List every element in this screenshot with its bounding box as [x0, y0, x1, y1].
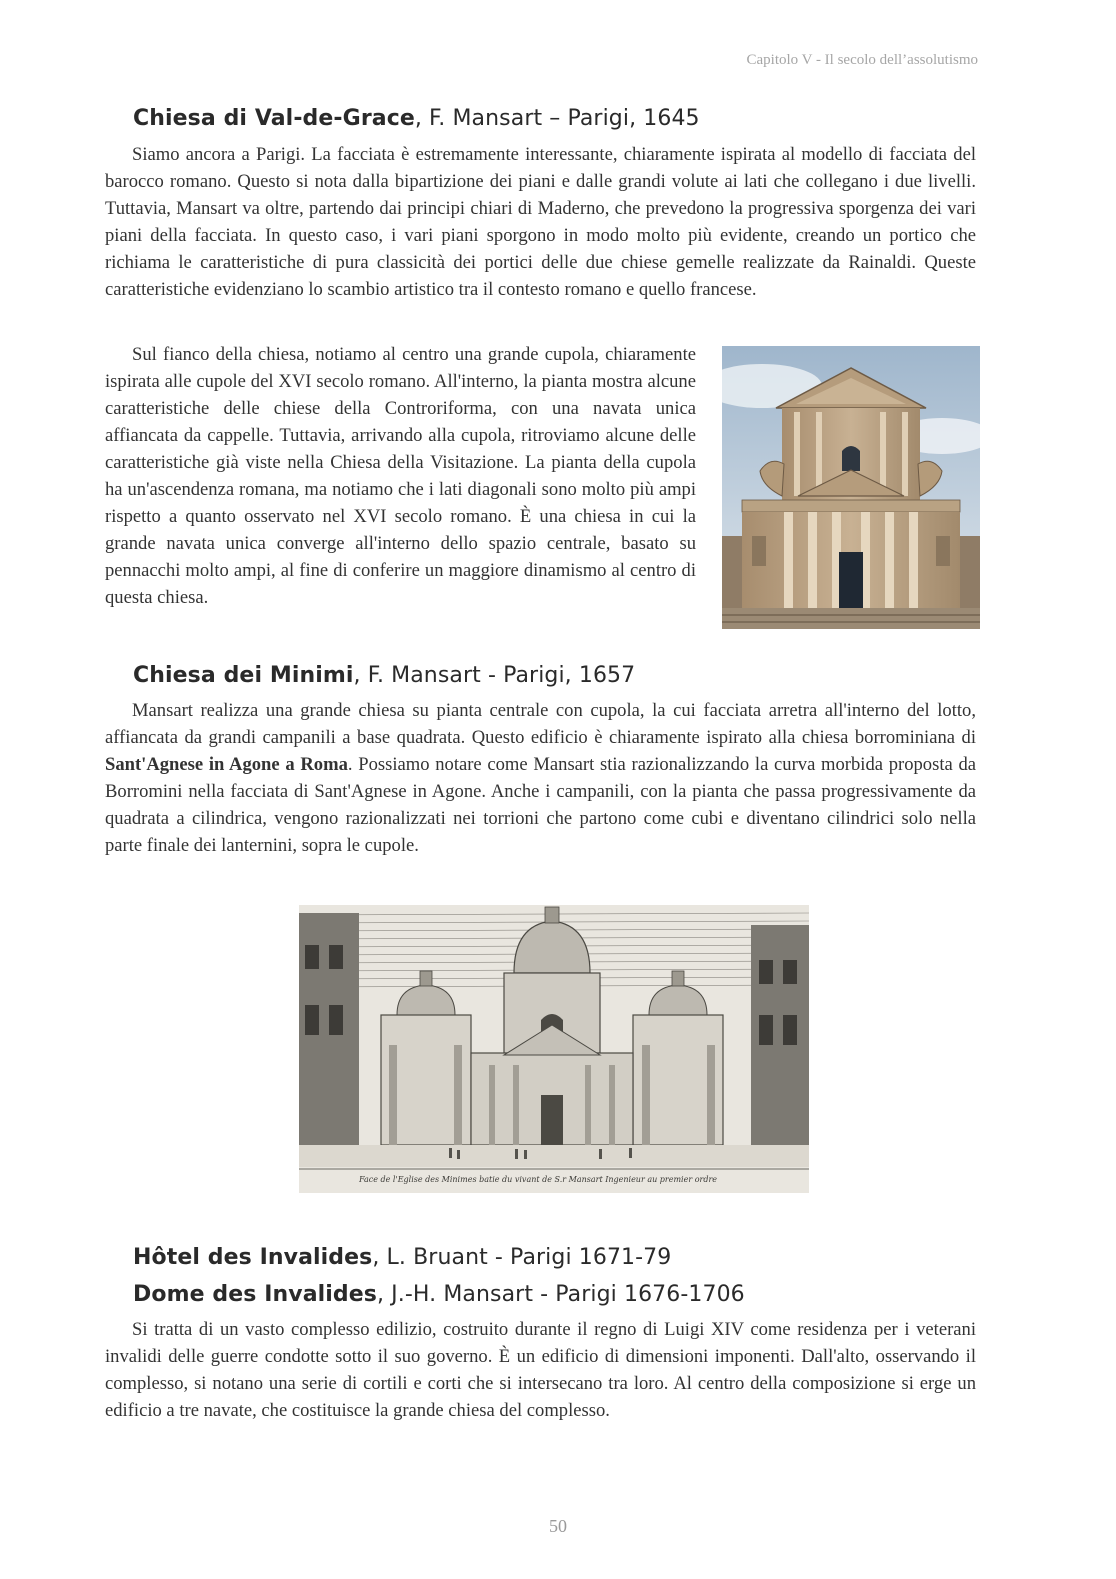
title-meta: , J.-H. Mansart - Parigi 1676-1706: [376, 1282, 745, 1307]
section-title-minimi: [133, 663, 635, 688]
paragraph-invalides-1: Si tratta di un vasto complesso edilizio, costruito durante il regno di Luigi XIV come residenza per i veterani invalidi delle guerre condotte sotto il suo governo. È un edificio di dimensioni imponenti. Dall'alto, osservando il complesso, si notano una serie di cortili e corti che si intersecano tra loro. Al centro della composizione si erge un edificio a tre navate, che costituisce la grande chiesa del complesso.: [105, 1319, 976, 1421]
title-name: Dome des Invalides: [133, 1282, 377, 1307]
paragraph-val-de-grace-2: Sul fianco della chiesa, notiamo al centro una grande cupola, chiaramente ispirata alle cupole del XVI secolo romano. All'interno, la pianta mostra alcune caratteristiche delle chiese della Controriforma, con una navata unica affiancata da cappelle. Tuttavia, arrivando alla cupola, ritroviamo alcune delle caratteristiche già viste nella Chiesa della Visitazione. La pianta della cupola ha un'ascendenza romana, ma notiamo che i lati diagonali sono molto più ampi rispetto a quanto osservato nel XVI secolo romano. È una chiesa in cui la grande navata unica converge all'interno dello spazio centrale, basato su pennacchi molto ampi, al fine di conferire un maggiore dinamismo al centro di questa chiesa.: [105, 344, 696, 608]
title-name: Chiesa di Val-de-Grace: [133, 106, 415, 131]
paragraph-val-de-grace-1: Siamo ancora a Parigi. La facciata è estremamente interessante, chiaramente ispirata al modello di facciata del barocco romano. Questo si nota dalla bipartizione dei piani e dalle grandi volute ai lati che collegano i due livelli. Tuttavia, Mansart va oltre, partendo dai principi chiari di Maderno, che prevedono la progressiva sporgenza dei vari piani della facciata. In questo caso, i vari piani sporgono in modo molto più evidente, creando un portico che richiama le caratteristiche di pura classicità dei portici delle due chiese gemelle realizzate da Rainaldi. Queste caratteristiche evidenziano lo scambio artistico tra il contesto romano e quello francese.: [105, 144, 976, 300]
page-number: 50: [549, 1516, 567, 1536]
running-header: Capitolo V - Il secolo dell’assolutismo: [746, 52, 978, 68]
title-meta: , F. Mansart – Parigi, 1645: [414, 106, 700, 131]
engraving-image: [299, 905, 809, 1193]
minimi-engraving: [299, 905, 809, 1193]
title-name: Hôtel des Invalides: [133, 1245, 373, 1270]
paragraph-text: Mansart realizza una grande chiesa su pianta centrale con cupola, la cui facciata arretra all'interno del lotto, affiancata da grandi campanili a base quadrata. Questo edificio è chiaramente ispirato alla chiesa borrominiana di: [105, 700, 976, 748]
church-facade-image: [722, 346, 980, 629]
section-title-dome-invalides: [133, 1282, 745, 1307]
paragraph-minimi-1: [105, 697, 976, 859]
section-title-hotel-invalides: [133, 1245, 671, 1270]
paragraph-text: . Possiamo notare come Mansart stia razionalizzando la curva morbida proposta da Borromini nella facciata di Sant'Agnese in Agone. Anche i campanili, con la pianta che passa progressivamente da quadrata a cilindrica, vengono razionalizzati nei torrioni che partono come cubi e diventano cilindrici solo nella parte finale dei lanternini, sopra le cupole.: [105, 754, 976, 856]
title-name: Chiesa dei Minimi: [133, 663, 354, 688]
section-title-val-de-grace: [133, 106, 700, 131]
emphasis-sant-agnese: Sant'Agnese in Agone a Roma: [105, 754, 348, 775]
title-meta: , L. Bruant - Parigi 1671-79: [372, 1245, 672, 1270]
val-de-grace-facade-photo: [722, 346, 980, 629]
engraving-caption: Face de l'Eglise des Minimes batie du vivant de S.r Mansart Ingenieur au premier ordre: [359, 1175, 718, 1184]
title-meta: , F. Mansart - Parigi, 1657: [353, 663, 636, 688]
